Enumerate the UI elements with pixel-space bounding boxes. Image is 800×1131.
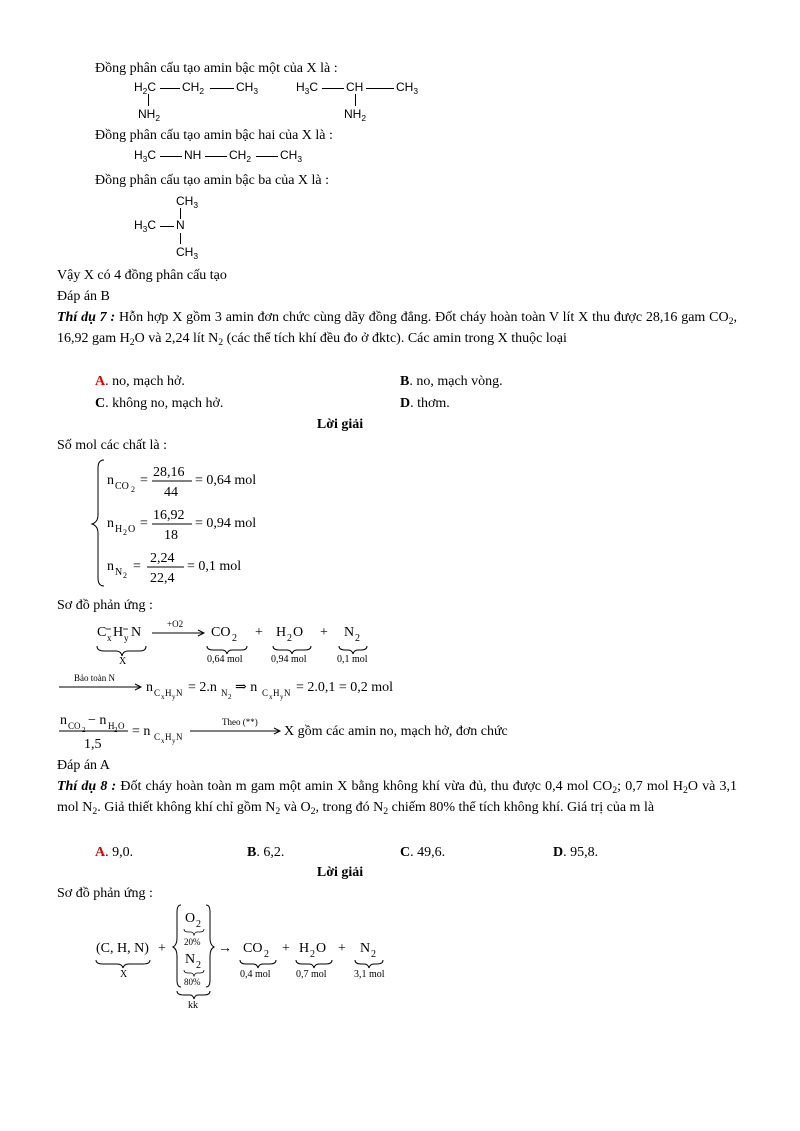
ex8-option-d: D. 95,8. <box>553 845 599 860</box>
svg-text:→: → <box>218 941 232 956</box>
isomer-secondary-heading: Đồng phân cấu tạo amin bậc hai của X là : <box>95 128 333 143</box>
h2o-moles: = 0,94 mol <box>195 516 257 531</box>
svg-text:H: H <box>165 732 172 742</box>
svg-text:⇒ n: ⇒ n <box>235 680 258 695</box>
svg-text:N: N <box>360 941 371 956</box>
ratio-denominator: 1,5 <box>84 737 102 752</box>
svg-text:+: + <box>320 625 328 640</box>
svg-text:2: 2 <box>232 633 237 644</box>
oxygen-reagent: +O2 <box>167 619 184 629</box>
ex8-solution-title: Lời giải <box>316 865 364 880</box>
co2-scheme-moles: 0,64 mol <box>207 654 243 665</box>
svg-text:2: 2 <box>264 949 269 960</box>
nitrogen-percent: 80% <box>184 977 201 987</box>
total-amine-moles: = 2.0,1 = 0,2 mol <box>296 680 394 695</box>
svg-text:O: O <box>128 524 136 535</box>
molar-volume: 22,4 <box>150 571 175 586</box>
n2-moles: = 0,1 mol <box>187 559 242 574</box>
n2-volume: 2,24 <box>150 551 175 566</box>
example-8-problem: Thí dụ 8 : Đốt cháy hoàn toàn m gam một amin X bằng không khí vừa đủ, thu được 0,4 mol $CO_2$; 0,7 mol $H_2O$ và 3,1 mol $N_2$. Giả thiết không khí chỉ gồm $N_2$ và $O_2$, trong đó $N_2$ chiếm 80% thể tích không khí. Giá trị của m là <box>57 779 738 817</box>
co2-mass: 28,16 <box>153 465 185 480</box>
ex7-option-a: A. no, mạch hở. <box>95 374 185 389</box>
theo-label: Theo (**) <box>222 717 258 727</box>
svg-text:+: + <box>158 941 166 956</box>
svg-text:N: N <box>115 567 123 578</box>
answer-ex6: Đáp án B <box>57 289 110 304</box>
ex8-option-a: A. 9,0. <box>95 845 134 860</box>
svg-text:+: + <box>338 941 346 956</box>
svg-text:H: H <box>273 688 280 698</box>
svg-text:2: 2 <box>371 949 376 960</box>
svg-text:2: 2 <box>114 726 118 734</box>
svg-text:CO: CO <box>115 481 129 492</box>
svg-text:n: n <box>146 680 153 695</box>
n2-scheme-moles: 0,1 mol <box>337 654 368 665</box>
example-7-problem: Thí dụ 7 : Hỗn hợp X gồm 3 amin đơn chức cùng dãy đồng đẳng. Đốt cháy hoàn toàn V lít X thu được 28,16 gam $CO_2$, 16,92 gam $H_2O$ và 2,24 lít $N_2$ (các thể tích khí đều đo ở đktc). Các amin trong X thuộc loại <box>57 310 738 348</box>
svg-text:2: 2 <box>123 571 127 580</box>
svg-text:y: y <box>280 693 284 701</box>
ex8-h2o-moles: 0,7 mol <box>296 969 327 980</box>
ex8-co2-moles: 0,4 mol <box>240 969 271 980</box>
ex8-option-c: C. 49,6. <box>400 845 446 860</box>
co2-molar-mass: 44 <box>164 485 178 500</box>
svg-text:+: + <box>282 941 290 956</box>
svg-text:=: = <box>133 559 141 574</box>
ex8-option-b: B. 6,2. <box>247 845 285 860</box>
ex8-scheme-intro: Sơ đồ phản ứng : <box>57 886 153 901</box>
ex7-conclusion: X gồm các amin no, mạch hở, đơn chức <box>284 724 508 739</box>
answer-ex7: Đáp án A <box>57 758 110 773</box>
svg-text:O: O <box>185 911 196 926</box>
svg-text:C: C <box>97 625 107 640</box>
svg-text:=: = <box>140 473 148 488</box>
svg-text:N: N <box>176 688 183 698</box>
svg-text:H: H <box>113 625 124 640</box>
svg-text:H: H <box>276 625 287 640</box>
svg-text:x: x <box>161 693 165 701</box>
svg-text:CO: CO <box>211 625 231 640</box>
co2-moles: = 0,64 mol <box>195 473 257 488</box>
svg-text:y: y <box>172 737 176 745</box>
svg-text:n: n <box>107 516 114 531</box>
svg-text:2: 2 <box>82 726 86 734</box>
svg-text:N: N <box>176 732 183 742</box>
svg-text:H: H <box>115 524 123 535</box>
svg-text:2: 2 <box>196 919 201 930</box>
isomer-tertiary-heading: Đồng phân cấu tạo amin bậc ba của X là : <box>95 173 330 188</box>
svg-text:x: x <box>107 633 112 643</box>
svg-text:C: C <box>262 688 269 698</box>
svg-text:2: 2 <box>131 485 135 494</box>
svg-text:O: O <box>118 721 125 731</box>
svg-text:CO: CO <box>68 721 81 731</box>
svg-text:O: O <box>316 941 327 956</box>
svg-text:O: O <box>293 625 304 640</box>
reactant-chn: (C, H, N) <box>96 941 149 956</box>
oxygen-percent: 20% <box>184 937 201 947</box>
svg-text:=: = <box>140 516 148 531</box>
svg-text:2: 2 <box>196 960 201 971</box>
svg-text:N: N <box>221 688 228 698</box>
svg-text:C: C <box>154 688 161 698</box>
svg-text:n: n <box>107 559 114 574</box>
svg-text:2: 2 <box>310 949 315 960</box>
svg-text:x: x <box>161 737 165 745</box>
svg-text:H: H <box>165 688 172 698</box>
svg-text:x: x <box>269 693 273 701</box>
h2o-scheme-moles: 0,94 mol <box>271 654 307 665</box>
svg-text:n: n <box>60 713 67 728</box>
ex7-scheme-intro: Sơ đồ phản ứng : <box>57 598 153 613</box>
ex8-x-label: X <box>120 969 128 980</box>
ex7-option-d: D. thơm. <box>400 396 450 411</box>
svg-text:N: N <box>284 688 291 698</box>
ex7-option-b: B. no, mạch vòng. <box>400 374 503 389</box>
svg-text:2: 2 <box>228 693 232 701</box>
reactant-x-label: X <box>119 656 127 667</box>
isomer-conclusion: Vậy X có 4 đồng phân cấu tạo <box>57 268 227 283</box>
svg-text:+: + <box>255 625 263 640</box>
svg-text:= n: = n <box>132 724 151 739</box>
ex7-moles-intro: Số mol các chất là : <box>57 438 168 453</box>
air-label: kk <box>188 1000 198 1011</box>
svg-text:= 2.n: = 2.n <box>188 680 217 695</box>
bt-label: Bảo toàn N <box>74 673 115 683</box>
svg-text:C: C <box>154 732 161 742</box>
svg-text:N: N <box>344 625 355 640</box>
svg-text:y: y <box>172 693 176 701</box>
h2o-molar-mass: 18 <box>164 528 178 543</box>
svg-text:CO: CO <box>243 941 263 956</box>
svg-text:− n: − n <box>88 713 107 728</box>
ex7-solution-title: Lời giải <box>316 417 364 432</box>
svg-text:H: H <box>108 721 115 731</box>
ex8-n2-moles: 3,1 mol <box>354 969 385 980</box>
svg-text:y: y <box>124 633 129 643</box>
svg-text:2: 2 <box>287 633 292 644</box>
isomer-primary-heading: Đồng phân cấu tạo amin bậc một của X là : <box>95 61 338 76</box>
svg-text:2: 2 <box>123 528 127 537</box>
svg-text:2: 2 <box>355 633 360 644</box>
svg-text:N: N <box>185 952 196 967</box>
svg-text:H: H <box>299 941 310 956</box>
svg-text:N: N <box>131 625 142 640</box>
ex7-option-c: C. không no, mạch hở. <box>95 396 224 411</box>
svg-text:n: n <box>107 473 114 488</box>
h2o-mass: 16,92 <box>153 508 185 523</box>
